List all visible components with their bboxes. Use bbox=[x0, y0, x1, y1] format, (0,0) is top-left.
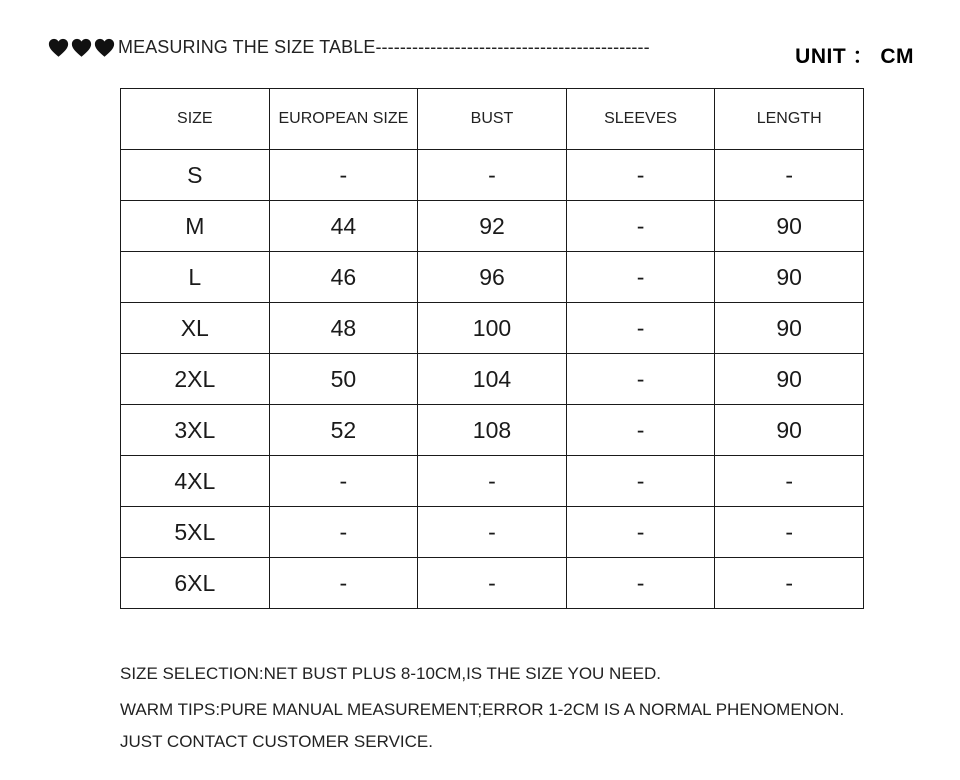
cell-length: - bbox=[715, 150, 864, 201]
column-header-sleeves: SLEEVES bbox=[566, 89, 715, 150]
cell-bust: - bbox=[418, 507, 567, 558]
cell-bust: 108 bbox=[418, 405, 567, 456]
cell-bust: 104 bbox=[418, 354, 567, 405]
heart-icon bbox=[48, 36, 69, 60]
cell-european-size: 44 bbox=[269, 201, 418, 252]
cell-length: - bbox=[715, 507, 864, 558]
table-row bbox=[121, 303, 864, 354]
size-selection-note: SIZE SELECTION:NET BUST PLUS 8-10CM,IS THE SIZE YOU NEED. bbox=[120, 664, 661, 683]
cell-sleeves: - bbox=[566, 354, 715, 405]
hearts-group bbox=[48, 36, 115, 60]
cell-bust: - bbox=[418, 456, 567, 507]
cell-length: - bbox=[715, 558, 864, 609]
cell-sleeves: - bbox=[566, 456, 715, 507]
cell-bust: - bbox=[418, 150, 567, 201]
unit-label: UNIT ： CM bbox=[795, 45, 914, 68]
cell-size: 4XL bbox=[121, 456, 270, 507]
heart-icon bbox=[94, 36, 115, 60]
cell-sleeves: - bbox=[566, 150, 715, 201]
cell-sleeves: - bbox=[566, 303, 715, 354]
cell-length: 90 bbox=[715, 303, 864, 354]
table-header-row bbox=[121, 89, 864, 150]
column-header-size: SIZE bbox=[121, 89, 270, 150]
table-row bbox=[121, 252, 864, 303]
table-row bbox=[121, 507, 864, 558]
cell-size: 6XL bbox=[121, 558, 270, 609]
cell-length: 90 bbox=[715, 405, 864, 456]
heart-icon bbox=[71, 36, 92, 60]
cell-size: XL bbox=[121, 303, 270, 354]
table-row bbox=[121, 558, 864, 609]
warm-tips-note: WARM TIPS:PURE MANUAL MEASUREMENT;ERROR 1-2CM IS A NORMAL PHENOMENON. bbox=[120, 700, 845, 719]
table-title: MEASURING THE SIZE TABLE--------------------------------------------- bbox=[118, 37, 650, 57]
cell-sleeves: - bbox=[566, 201, 715, 252]
cell-size: S bbox=[121, 150, 270, 201]
cell-bust: - bbox=[418, 558, 567, 609]
cell-european-size: - bbox=[269, 558, 418, 609]
cell-european-size: - bbox=[269, 456, 418, 507]
cell-sleeves: - bbox=[566, 405, 715, 456]
cell-bust: 96 bbox=[418, 252, 567, 303]
table-row bbox=[121, 354, 864, 405]
cell-size: 2XL bbox=[121, 354, 270, 405]
column-header-length: LENGTH bbox=[715, 89, 864, 150]
cell-size: L bbox=[121, 252, 270, 303]
cell-bust: 100 bbox=[418, 303, 567, 354]
column-header-european-size: EUROPEAN SIZE bbox=[269, 89, 418, 150]
cell-size: 3XL bbox=[121, 405, 270, 456]
cell-european-size: - bbox=[269, 150, 418, 201]
page-header bbox=[48, 36, 914, 68]
cell-european-size: 48 bbox=[269, 303, 418, 354]
table-row bbox=[121, 201, 864, 252]
cell-sleeves: - bbox=[566, 252, 715, 303]
contact-note: JUST CONTACT CUSTOMER SERVICE. bbox=[120, 732, 433, 751]
cell-sleeves: - bbox=[566, 558, 715, 609]
cell-sleeves: - bbox=[566, 507, 715, 558]
cell-length: 90 bbox=[715, 201, 864, 252]
cell-european-size: - bbox=[269, 507, 418, 558]
cell-european-size: 46 bbox=[269, 252, 418, 303]
cell-size: 5XL bbox=[121, 507, 270, 558]
cell-length: 90 bbox=[715, 252, 864, 303]
column-header-bust: BUST bbox=[418, 89, 567, 150]
table-row bbox=[121, 456, 864, 507]
cell-bust: 92 bbox=[418, 201, 567, 252]
size-table bbox=[120, 88, 864, 609]
table-row bbox=[121, 150, 864, 201]
cell-european-size: 50 bbox=[269, 354, 418, 405]
cell-european-size: 52 bbox=[269, 405, 418, 456]
cell-size: M bbox=[121, 201, 270, 252]
cell-length: - bbox=[715, 456, 864, 507]
table-row bbox=[121, 405, 864, 456]
cell-length: 90 bbox=[715, 354, 864, 405]
